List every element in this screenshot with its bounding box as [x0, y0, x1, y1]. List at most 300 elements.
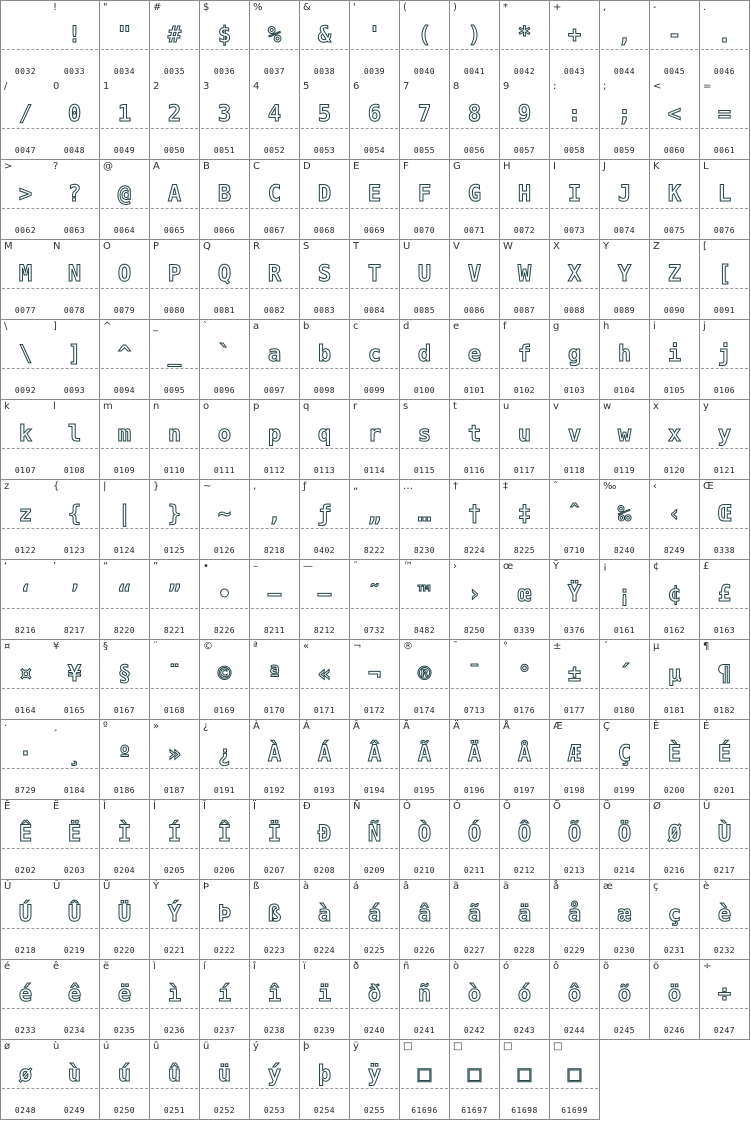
- font-glyph-sample: ó: [517, 982, 532, 1007]
- font-glyph-sample: º: [117, 742, 132, 767]
- glyph-cell: [350, 800, 400, 880]
- font-glyph-sample: p: [267, 422, 282, 447]
- reference-character: ö: [653, 961, 660, 972]
- reference-character: □: [553, 1041, 563, 1052]
- font-glyph-sample: □: [517, 1062, 532, 1087]
- glyph-cell: [350, 1040, 400, 1120]
- reference-character: É: [703, 721, 710, 732]
- font-glyph-sample: ¤: [18, 662, 33, 687]
- character-code: 0172: [363, 706, 386, 715]
- reference-character: Í: [153, 801, 156, 812]
- glyph-cell: [450, 640, 500, 720]
- glyph-cell: [500, 880, 550, 960]
- glyph-cell: [550, 0, 600, 81]
- glyph-cell: [50, 80, 100, 160]
- character-code: 0112: [263, 466, 286, 475]
- character-code: 0103: [563, 386, 586, 395]
- font-glyph-sample: Ø: [667, 822, 682, 847]
- glyph-cell: [450, 480, 500, 560]
- reference-character: ô: [553, 961, 560, 972]
- reference-character: $: [203, 2, 210, 13]
- font-glyph-sample: ú: [117, 1062, 132, 1087]
- glyph-cell: [500, 160, 550, 240]
- font-glyph-sample: ù: [67, 1062, 82, 1087]
- character-code: 61699: [561, 1106, 588, 1115]
- font-glyph-sample: -: [667, 23, 682, 48]
- character-code: 0228: [513, 946, 536, 955]
- reference-character: &: [303, 2, 311, 13]
- glyph-cell: [350, 720, 400, 800]
- reference-character: »: [153, 721, 160, 732]
- reference-character: ¥: [53, 641, 60, 652]
- glyph-cell: [0, 160, 51, 240]
- font-glyph-sample: @: [117, 182, 132, 207]
- reference-character: ã: [453, 881, 460, 892]
- character-code: 0034: [113, 67, 136, 76]
- glyph-cell: [600, 640, 650, 720]
- reference-character: Œ: [703, 481, 714, 492]
- glyph-cell: [650, 80, 700, 160]
- font-glyph-sample: ~: [217, 502, 232, 527]
- font-glyph-sample: Æ: [567, 742, 582, 767]
- reference-character: 8: [453, 81, 460, 92]
- font-glyph-sample: ö: [667, 982, 682, 1007]
- character-code: 0109: [113, 466, 136, 475]
- glyph-cell: [200, 160, 250, 240]
- glyph-cell: [300, 640, 350, 720]
- glyph-cell: [500, 0, 550, 81]
- character-code: 0162: [663, 626, 686, 635]
- font-glyph-sample: –: [267, 582, 282, 607]
- glyph-cell: [700, 720, 750, 800]
- glyph-cell: [550, 80, 600, 160]
- font-glyph-sample: H: [517, 182, 532, 207]
- glyph-cell: [700, 320, 750, 400]
- glyph-cell: [0, 480, 51, 560]
- character-code: 0107: [14, 466, 37, 475]
- glyph-cell: [350, 880, 400, 960]
- glyph-cell: [350, 320, 400, 400]
- character-code: 0067: [263, 226, 286, 235]
- character-code: 0161: [613, 626, 636, 635]
- glyph-cell: [250, 880, 300, 960]
- glyph-cell: [50, 240, 100, 320]
- font-glyph-sample: □: [417, 1062, 432, 1087]
- character-code: 0192: [263, 786, 286, 795]
- reference-character: é: [4, 961, 11, 972]
- character-code: 0169: [213, 706, 236, 715]
- reference-character: }: [153, 481, 160, 492]
- font-glyph-sample: ‚: [267, 502, 282, 527]
- glyph-cell: [550, 240, 600, 320]
- glyph-cell: [250, 160, 300, 240]
- character-code: 0187: [163, 786, 186, 795]
- glyph-cell: [350, 560, 400, 640]
- reference-character: ß: [253, 881, 260, 892]
- font-glyph-sample: _: [167, 342, 182, 367]
- glyph-cell: [400, 720, 450, 800]
- glyph-cell: [500, 320, 550, 400]
- reference-character: 4: [253, 81, 260, 92]
- glyph-cell: [700, 400, 750, 480]
- character-code: 0078: [63, 306, 86, 315]
- character-code: 8249: [663, 546, 686, 555]
- font-glyph-sample: n: [167, 422, 182, 447]
- font-glyph-sample: »: [167, 742, 182, 767]
- glyph-cell: [150, 960, 200, 1040]
- reference-character: ¢: [653, 561, 660, 572]
- reference-character: n: [153, 401, 160, 412]
- glyph-cell: [650, 0, 700, 81]
- font-glyph-sample: ·: [18, 742, 33, 767]
- font-glyph-sample: à: [317, 902, 332, 927]
- reference-character: ý: [253, 1041, 259, 1052]
- font-glyph-sample: ]: [67, 342, 82, 367]
- font-glyph-sample: f: [517, 342, 532, 367]
- glyph-cell: [400, 320, 450, 400]
- reference-character: v: [553, 401, 559, 412]
- character-code: 0121: [713, 466, 736, 475]
- reference-character: o: [203, 401, 210, 412]
- character-code: 8226: [213, 626, 236, 635]
- character-code: 0087: [513, 306, 536, 315]
- reference-character: Ë: [53, 801, 60, 812]
- font-glyph-sample: Î: [217, 822, 232, 847]
- character-code: 0065: [163, 226, 186, 235]
- glyph-cell: [300, 480, 350, 560]
- reference-character: R: [253, 241, 260, 252]
- glyph-cell: [0, 1040, 51, 1120]
- font-glyph-sample: G: [467, 182, 482, 207]
- character-code: 0225: [363, 946, 386, 955]
- character-code: 0229: [563, 946, 586, 955]
- reference-character: 1: [103, 81, 110, 92]
- glyph-cell: [450, 400, 500, 480]
- character-code: 0042: [513, 67, 536, 76]
- reference-character: œ: [503, 561, 514, 572]
- character-code: 0227: [463, 946, 486, 955]
- glyph-cell: [400, 80, 450, 160]
- glyph-cell: [50, 1040, 100, 1120]
- font-glyph-sample: d: [417, 342, 432, 367]
- glyph-cell: [100, 400, 150, 480]
- character-code: 0093: [63, 386, 86, 395]
- font-glyph-sample: ð: [367, 982, 382, 1007]
- character-code: 0054: [363, 146, 386, 155]
- reference-character: J: [603, 161, 606, 172]
- font-glyph-sample: ": [117, 23, 132, 48]
- reference-character: °: [503, 641, 508, 652]
- reference-character: l: [53, 401, 56, 412]
- font-glyph-sample: â: [417, 902, 432, 927]
- font-glyph-sample: s: [417, 422, 432, 447]
- reference-character: å: [553, 881, 560, 892]
- font-glyph-sample: ¬: [367, 662, 382, 687]
- font-glyph-sample: I: [567, 182, 582, 207]
- glyph-cell: [450, 880, 500, 960]
- glyph-cell: [500, 800, 550, 880]
- font-glyph-sample: \: [18, 342, 33, 367]
- glyph-cell: [250, 960, 300, 1040]
- character-code: 8230: [413, 546, 436, 555]
- character-code: 0216: [663, 866, 686, 875]
- reference-character: ø: [4, 1041, 11, 1052]
- reference-character: í: [203, 961, 206, 972]
- glyph-cell: [0, 720, 51, 800]
- character-code: 0071: [463, 226, 486, 235]
- font-glyph-sample: !: [67, 23, 82, 48]
- reference-character: ¤: [4, 641, 11, 652]
- font-glyph-sample: {: [67, 502, 82, 527]
- character-code: 0080: [163, 306, 186, 315]
- font-glyph-sample: ±: [567, 662, 582, 687]
- font-glyph-sample: ©: [217, 662, 232, 687]
- glyph-cell: [300, 1040, 350, 1120]
- glyph-cell: [400, 1040, 450, 1120]
- font-glyph-sample: ': [367, 23, 382, 48]
- glyph-cell: [600, 720, 650, 800]
- reference-character: c: [353, 321, 359, 332]
- glyph-cell: [650, 800, 700, 880]
- font-glyph-sample: }: [167, 502, 182, 527]
- glyph-cell: [100, 1040, 150, 1120]
- character-code: 0052: [263, 146, 286, 155]
- font-glyph-sample: Ó: [467, 822, 482, 847]
- reference-character: ÿ: [353, 1041, 359, 1052]
- character-code: 0221: [163, 946, 186, 955]
- glyph-cell: [350, 960, 400, 1040]
- font-glyph-sample: +: [567, 23, 582, 48]
- font-glyph-sample: Ô: [517, 822, 532, 847]
- font-glyph-sample: w: [617, 422, 632, 447]
- glyph-cell: [600, 0, 650, 81]
- reference-character: Ê: [4, 801, 11, 812]
- glyph-cell: [150, 160, 200, 240]
- character-code: 0713: [463, 706, 486, 715]
- glyph-cell: [700, 80, 750, 160]
- reference-character: ì: [153, 961, 156, 972]
- reference-character: y: [703, 401, 709, 412]
- font-glyph-sample: ý: [267, 1062, 282, 1087]
- reference-character: Ö: [603, 801, 611, 812]
- character-code: 0181: [663, 706, 686, 715]
- glyph-cell: [500, 720, 550, 800]
- character-code: 0168: [163, 706, 186, 715]
- reference-character: ': [353, 2, 356, 13]
- character-code: 0165: [63, 706, 86, 715]
- reference-character: ë: [103, 961, 110, 972]
- character-code: 0069: [363, 226, 386, 235]
- reference-character: A: [153, 161, 160, 172]
- glyph-cell: [500, 400, 550, 480]
- character-code: 0120: [663, 466, 686, 475]
- character-code: 0081: [213, 306, 236, 315]
- glyph-cell: [350, 400, 400, 480]
- glyph-cell: [400, 640, 450, 720]
- reference-character: i: [653, 321, 656, 332]
- reference-character: ò: [453, 961, 460, 972]
- glyph-cell: [600, 400, 650, 480]
- character-code: 0096: [213, 386, 236, 395]
- glyph-cell: [100, 880, 150, 960]
- glyph-cell: [350, 80, 400, 160]
- character-code: 0244: [563, 1026, 586, 1035]
- glyph-cell: [150, 0, 200, 81]
- character-code: 0097: [263, 386, 286, 395]
- font-glyph-sample: .: [717, 23, 732, 48]
- glyph-cell: [650, 320, 700, 400]
- reference-character: ï: [303, 961, 306, 972]
- character-code: 0232: [713, 946, 736, 955]
- reference-character: <: [653, 81, 662, 92]
- glyph-cell: [100, 720, 150, 800]
- font-glyph-sample: ê: [67, 982, 82, 1007]
- glyph-cell: [400, 800, 450, 880]
- reference-character: u: [503, 401, 510, 412]
- font-glyph-sample: Û: [67, 902, 82, 927]
- glyph-cell: [0, 240, 51, 320]
- glyph-cell: [650, 400, 700, 480]
- reference-character: r: [353, 401, 358, 412]
- font-glyph-sample: ): [467, 23, 482, 48]
- glyph-cell: [200, 720, 250, 800]
- font-glyph-sample: ¸: [67, 742, 82, 767]
- reference-character: ¨: [153, 641, 158, 652]
- reference-character: x: [653, 401, 659, 412]
- font-glyph-sample: î: [267, 982, 282, 1007]
- reference-character: H: [503, 161, 511, 172]
- character-code: 0053: [313, 146, 336, 155]
- character-code: 0243: [513, 1026, 536, 1035]
- font-glyph-sample: ¥: [67, 662, 82, 687]
- glyph-cell: [700, 480, 750, 560]
- glyph-cell: [400, 400, 450, 480]
- font-glyph-sample: ã: [467, 902, 482, 927]
- reference-character: æ: [603, 881, 613, 892]
- reference-character: -: [653, 2, 657, 13]
- glyph-cell: [450, 80, 500, 160]
- character-code: 0196: [463, 786, 486, 795]
- font-glyph-sample: W: [517, 262, 532, 287]
- character-code: 0207: [263, 866, 286, 875]
- font-glyph-sample: Œ: [717, 502, 732, 527]
- character-code: 0211: [463, 866, 486, 875]
- font-glyph-sample: M: [18, 262, 33, 287]
- character-code: 0116: [463, 466, 486, 475]
- character-code: 0088: [563, 306, 586, 315]
- glyph-cell: [0, 0, 51, 81]
- font-glyph-sample: ô: [567, 982, 582, 1007]
- font-glyph-sample: j: [717, 342, 732, 367]
- character-code: 0191: [213, 786, 236, 795]
- character-code: 0186: [113, 786, 136, 795]
- glyph-cell: [400, 560, 450, 640]
- reference-character: p: [253, 401, 260, 412]
- reference-character: ‹: [653, 481, 657, 492]
- character-code: 0035: [163, 67, 186, 76]
- font-glyph-sample: í: [217, 982, 232, 1007]
- character-code: 0060: [663, 146, 686, 155]
- font-glyph-sample: œ: [517, 582, 532, 607]
- reference-character: Ó: [453, 801, 461, 812]
- character-code: 0242: [463, 1026, 486, 1035]
- font-glyph-sample: ›: [467, 582, 482, 607]
- character-code: 0051: [213, 146, 236, 155]
- glyph-cell: [550, 960, 600, 1040]
- glyph-cell: [550, 720, 600, 800]
- glyph-cell: [200, 400, 250, 480]
- font-glyph-sample: T: [367, 262, 382, 287]
- character-code: 8212: [313, 626, 336, 635]
- reference-character: □: [403, 1041, 413, 1052]
- reference-character: `: [203, 321, 208, 332]
- font-glyph-sample: Í: [167, 822, 182, 847]
- reference-character: ¸: [53, 721, 58, 732]
- glyph-cell: [150, 240, 200, 320]
- reference-character: ¯: [453, 641, 458, 652]
- font-glyph-sample: £: [717, 582, 732, 607]
- character-code: 0057: [513, 146, 536, 155]
- reference-character: g: [553, 321, 560, 332]
- font-glyph-sample: 8: [467, 102, 482, 127]
- glyph-cell: [350, 160, 400, 240]
- font-glyph-sample: É: [717, 742, 732, 767]
- character-code: 0068: [313, 226, 336, 235]
- character-code: 0036: [213, 67, 236, 76]
- character-code: 0212: [513, 866, 536, 875]
- font-glyph-sample: È: [667, 742, 682, 767]
- character-code: 0338: [713, 546, 736, 555]
- reference-character: Ø: [653, 801, 661, 812]
- character-code: 0062: [14, 226, 37, 235]
- reference-character: ñ: [403, 961, 410, 972]
- character-code: 0246: [663, 1026, 686, 1035]
- reference-character: N: [53, 241, 61, 252]
- glyph-cell: [700, 800, 750, 880]
- glyph-cell: [100, 640, 150, 720]
- character-code: 0066: [213, 226, 236, 235]
- character-code: 0203: [63, 866, 86, 875]
- reference-character: P: [153, 241, 160, 252]
- reference-character: ¬: [353, 641, 362, 652]
- reference-character: #: [153, 2, 162, 13]
- character-code: 0115: [413, 466, 436, 475]
- reference-character: Ô: [503, 801, 511, 812]
- glyph-cell: [400, 480, 450, 560]
- font-glyph-sample: /: [18, 102, 33, 127]
- glyph-cell: [500, 1040, 550, 1120]
- reference-character: ): [453, 2, 457, 13]
- glyph-cell: [100, 80, 150, 160]
- font-glyph-sample: x: [667, 422, 682, 447]
- reference-character: ð: [353, 961, 360, 972]
- character-code: 8482: [413, 626, 436, 635]
- font-glyph-sample: %: [267, 23, 282, 48]
- character-code: 8729: [14, 786, 37, 795]
- font-glyph-sample: V: [467, 262, 482, 287]
- font-glyph-sample: •: [217, 582, 232, 607]
- reference-character: h: [603, 321, 610, 332]
- glyph-cell: [600, 800, 650, 880]
- font-glyph-sample: □: [567, 1062, 582, 1087]
- character-code: 0230: [613, 946, 636, 955]
- font-glyph-sample: õ: [617, 982, 632, 1007]
- font-glyph-sample: ï: [317, 982, 332, 1007]
- character-code: 0073: [563, 226, 586, 235]
- character-code: 0048: [63, 146, 86, 155]
- font-glyph-sample: „: [367, 502, 382, 527]
- font-glyph-sample: #: [167, 23, 182, 48]
